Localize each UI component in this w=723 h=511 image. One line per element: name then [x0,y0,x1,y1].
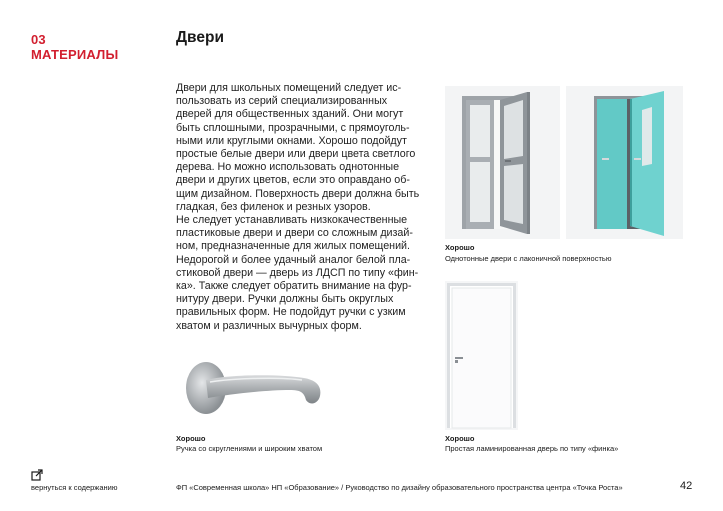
figure-2-caption-title: Хорошо [445,434,475,443]
photo-turquoise-door [566,86,683,239]
figure-1-caption-title: Хорошо [445,243,475,252]
figure-3-caption-title: Хорошо [176,434,206,443]
breadcrumb: ФП «Современная школа» НП «Образование» / Руководство по дизайну образовательного пространства центра «Точка Роста» [176,483,623,492]
back-to-contents-link[interactable]: вернуться к содержанию [31,483,118,492]
body-text: Двери для школьных помещений следует ис- пользовать из серий специализированных дверей для общественных зданий. Они могут быть сплошными, прозрачными, с прямоуголь- ными или круглыми окнами. Хорошо подойдут простые белые двери или двери цвета светлого дерева. Но можно использовать однотонные двери и других цветов, если это оправдано об- щим дизайном. Поверхность двери должна быть гладкая, без филенок и резных узоров. Не следует устанавливать низкокачественные пластиковые двери и двери со сложным дизай- ном, предназначенные для жилых помещений. Недорогой и более удачный аналог белой пла- стиковой двери — дверь из ЛДСП по типу «фин- ка». Также следует обратить внимание на фур- нитуру двери. Ручки должны быть округлых правильных форм. Не подойдут ручки с узким хватом и различных вычурных форм. [176,82,420,332]
figure-3-caption-text: Ручка со скруглениями и широким хватом [176,444,323,453]
section-number: 03 [31,32,46,47]
page-title: Двери [176,29,224,46]
photo-door-handle [176,352,326,422]
page-number: 42 [680,480,693,492]
external-link-icon[interactable] [31,469,43,481]
figure-2-caption-text: Простая ламинированная дверь по типу «финка» [445,444,619,453]
figure-1-caption-text: Однотонные двери с лаконичной поверхностью [445,254,612,263]
section-name: МАТЕРИАЛЫ [31,47,119,62]
photo-gray-aluminum-door [445,86,560,239]
section-tag [31,32,118,62]
photo-white-laminated-door [445,281,518,430]
